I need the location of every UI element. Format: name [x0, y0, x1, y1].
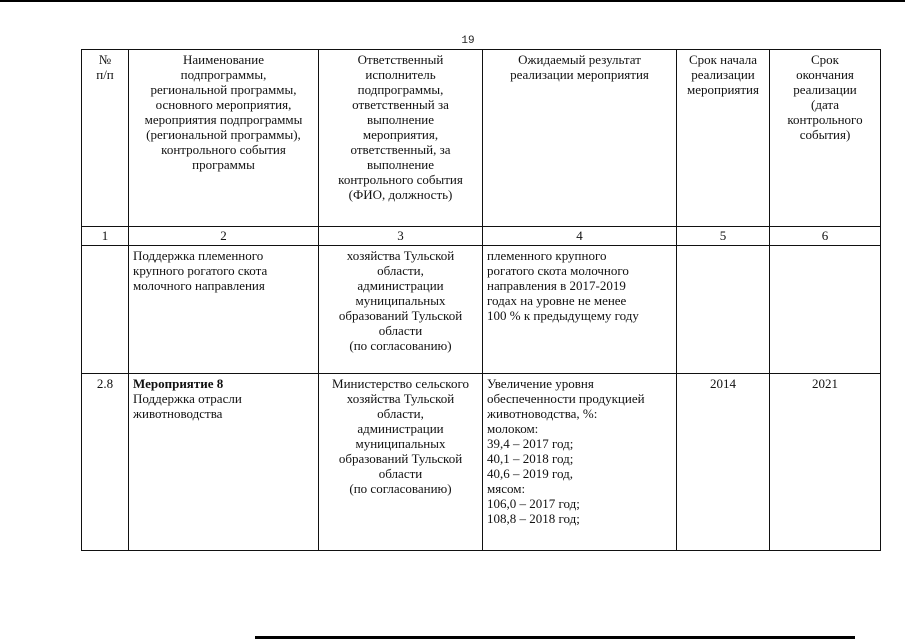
- page-number: 19: [461, 35, 475, 47]
- row-name-text: Поддержка отрасли животноводства: [133, 391, 242, 421]
- column-number: 1: [82, 227, 129, 246]
- row-end: 2021: [770, 374, 881, 551]
- row-result: Увеличение уровня обеспеченности продукцией животноводства, %: молоком: 39,4 – 2017 год; 40,1 – 2018 год; 40,6 – 2019 год, мясом: 106,0 – 2017 год; 108,8 – 2018 год;: [483, 374, 677, 551]
- row-end: [770, 246, 881, 374]
- header-name: Наименование подпрограммы, региональной программы, основного мероприятия, мероприятия подпрограммы (региональной программы), контрольного события программы: [129, 50, 319, 227]
- column-number: 4: [483, 227, 677, 246]
- table-row: [82, 374, 881, 551]
- scan-edge-top: [0, 0, 905, 2]
- column-number: 3: [319, 227, 483, 246]
- row-name: [129, 374, 319, 551]
- header-responsible: Ответственный исполнитель подпрограммы, ответственный за выполнение мероприятия, ответственный, за выполнение контрольного события (ФИО, должность): [319, 50, 483, 227]
- row-responsible: хозяйства Тульской области, администрации муниципальных образований Тульской области (по согласованию): [319, 246, 483, 374]
- row-responsible: Министерство сельского хозяйства Тульской области, администрации муниципальных образований Тульской области (по согласованию): [319, 374, 483, 551]
- measures-table: [81, 49, 881, 551]
- header-num: № п/п: [82, 50, 129, 227]
- row-result: племенного крупного рогатого скота молочного направления в 2017-2019 годах на уровне не менее 100 % к предыдущему году: [483, 246, 677, 374]
- column-number: 5: [677, 227, 770, 246]
- header-result: Ожидаемый результат реализации мероприятия: [483, 50, 677, 227]
- column-number: 6: [770, 227, 881, 246]
- column-number-row: [82, 227, 881, 246]
- row-num: 2.8: [82, 374, 129, 551]
- header-start: Срок начала реализации мероприятия: [677, 50, 770, 227]
- header-end: Срок окончания реализации (дата контрольного события): [770, 50, 881, 227]
- document-sheet: [81, 49, 881, 551]
- row-start: 2014: [677, 374, 770, 551]
- row-name: Поддержка племенного крупного рогатого скота молочного направления: [129, 246, 319, 374]
- row-num: [82, 246, 129, 374]
- row-start: [677, 246, 770, 374]
- table-row: [82, 246, 881, 374]
- table-header-row: [82, 50, 881, 227]
- row-name-title: Мероприятие 8: [133, 376, 224, 391]
- column-number: 2: [129, 227, 319, 246]
- scan-edge-bottom: [255, 636, 855, 639]
